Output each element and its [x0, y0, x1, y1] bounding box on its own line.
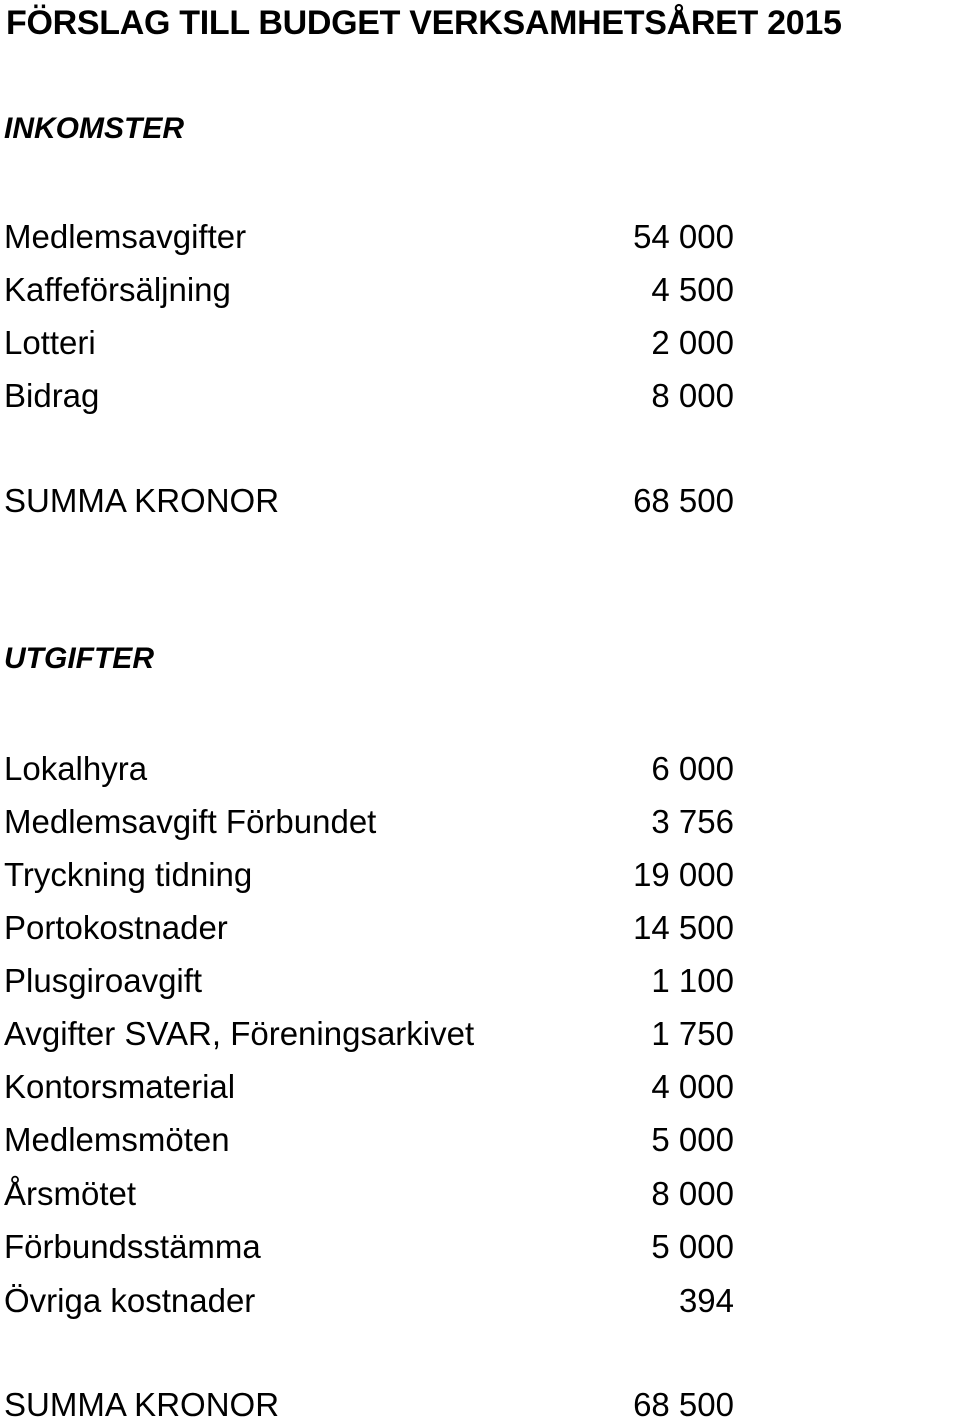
expense-row	[4, 906, 734, 950]
expense-label: Årsmötet	[4, 1175, 137, 1212]
expense-amount: 19 000	[633, 856, 734, 893]
expense-row	[4, 1225, 734, 1269]
expense-amount: 1 750	[651, 1015, 734, 1052]
income-total-amount: 68 500	[633, 482, 734, 519]
expense-row	[4, 1065, 734, 1109]
expense-label: Förbundsstämma	[4, 1228, 261, 1265]
income-row	[4, 321, 734, 365]
income-row	[4, 374, 734, 418]
income-amount: 8 000	[651, 377, 734, 414]
expense-label: Kontorsmaterial	[4, 1068, 236, 1105]
income-heading: INKOMSTER	[4, 112, 184, 145]
income-label: Bidrag	[4, 377, 100, 414]
expense-row	[4, 1012, 734, 1056]
expense-amount: 1 100	[651, 962, 734, 999]
expenses-total-row	[4, 1383, 734, 1427]
income-amount: 2 000	[651, 324, 734, 361]
expense-row	[4, 747, 734, 791]
expenses-heading: UTGIFTER	[4, 642, 154, 675]
income-label: Lotteri	[4, 324, 96, 361]
income-amount: 4 500	[651, 271, 734, 308]
expense-label: Medlemsmöten	[4, 1121, 230, 1158]
expense-row	[4, 959, 734, 1003]
expense-label: Medlemsavgift Förbundet	[4, 803, 377, 840]
expense-label: Lokalhyra	[4, 750, 148, 787]
expense-amount: 4 000	[651, 1068, 734, 1105]
expenses-total-amount: 68 500	[633, 1386, 734, 1423]
expense-amount: 3 756	[651, 803, 734, 840]
income-label: Kaffeförsäljning	[4, 271, 231, 308]
expense-amount: 14 500	[633, 909, 734, 946]
expense-row	[4, 800, 734, 844]
expense-amount: 8 000	[651, 1175, 734, 1212]
expense-amount: 6 000	[651, 750, 734, 787]
expense-label: Tryckning tidning	[4, 856, 253, 893]
income-total-row	[4, 479, 734, 523]
expense-amount: 394	[678, 1282, 734, 1319]
expense-label: Övriga kostnader	[4, 1282, 256, 1319]
income-row	[4, 268, 734, 312]
expense-label: Portokostnader	[4, 909, 228, 946]
income-row	[4, 215, 734, 259]
expense-row	[4, 1279, 734, 1323]
income-total-label: SUMMA KRONOR	[4, 482, 280, 519]
expense-label: Plusgiroavgift	[4, 962, 203, 999]
expense-amount: 5 000	[651, 1121, 734, 1158]
document-title: FÖRSLAG TILL BUDGET VERKSAMHETSÅRET 2015	[6, 4, 842, 42]
expense-row	[4, 853, 734, 897]
expense-row	[4, 1172, 734, 1216]
income-amount: 54 000	[633, 218, 734, 255]
expense-row	[4, 1118, 734, 1162]
expenses-total-label: SUMMA KRONOR	[4, 1386, 280, 1423]
income-label: Medlemsavgifter	[4, 218, 247, 255]
expense-label: Avgifter SVAR, Föreningsarkivet	[4, 1015, 475, 1052]
expense-amount: 5 000	[651, 1228, 734, 1265]
